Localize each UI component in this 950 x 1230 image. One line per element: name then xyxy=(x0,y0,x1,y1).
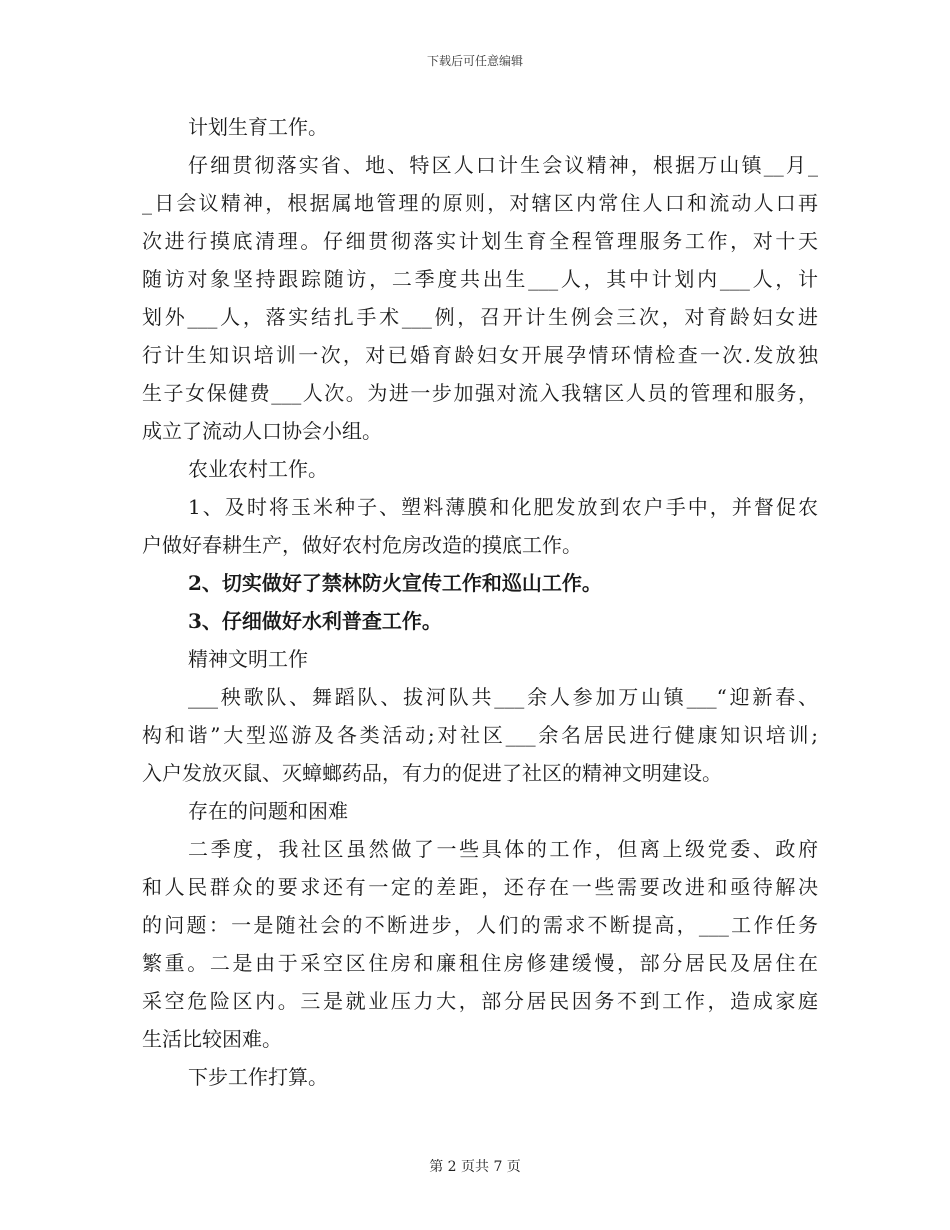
page-number: 第 2 页共 7 页 xyxy=(429,1159,521,1175)
paragraph-line: 仔细贯彻落实省、地、特区人口计生会议精神，根据万山镇__月_ xyxy=(188,153,818,177)
section-heading-civilization: 精神文明工作 xyxy=(188,647,308,671)
section-heading-problems: 存在的问题和困难 xyxy=(188,799,348,823)
paragraph-line: 划外___人，落实结扎手术___例，召开计生例会三次，对育龄妇女进 xyxy=(142,305,818,329)
paragraph-line: 生子女保健费___人次。为进一步加强对流入我辖区人员的管理和服务， xyxy=(142,381,818,405)
section-heading-agriculture: 农业农村工作。 xyxy=(188,457,328,481)
paragraph-line: 繁重。二是由于采空区住房和廉租住房修建缓慢，部分居民及居住在 xyxy=(142,951,818,975)
paragraph-line: ___秧歌队、舞蹈队、拔河队共___余人参加万山镇___“迎新春、 xyxy=(188,685,818,709)
paragraph-line: 行计生知识培训一次，对已婚育龄妇女开展孕情环情检查一次.发放独 xyxy=(142,343,818,367)
paragraph-line: 成立了流动人口协会小组。 xyxy=(142,419,382,443)
section-heading-next-steps: 下步工作打算。 xyxy=(188,1065,328,1089)
paragraph-line: 次进行摸底清理。仔细贯彻落实计划生育全程管理服务工作，对十天 xyxy=(142,229,818,253)
paragraph-line: 构和谐”大型巡游及各类活动;对社区___余名居民进行健康知识培训; xyxy=(142,723,818,747)
paragraph-line: 的问题：一是随社会的不断进步，人们的需求不断提高，___工作任务 xyxy=(142,913,818,937)
list-item-bold: 2、切实做好了禁林防火宣传工作和巡山工作。 xyxy=(188,571,602,595)
paragraph-line: 采空危险区内。三是就业压力大，部分居民因务不到工作，造成家庭 xyxy=(142,989,818,1013)
list-item-line: 户做好春耕生产，做好农村危房改造的摸底工作。 xyxy=(142,533,582,557)
paragraph-line: 和人民群众的要求还有一定的差距，还存在一些需要改进和亟待解决 xyxy=(142,875,818,899)
list-item-line: 1、及时将玉米种子、塑料薄膜和化肥发放到农户手中，并督促农 xyxy=(188,495,818,519)
paragraph-line: 二季度，我社区虽然做了一些具体的工作，但离上级党委、政府 xyxy=(188,837,818,861)
section-heading-family-planning: 计划生育工作。 xyxy=(188,115,328,139)
list-item-bold: 3、仔细做好水利普查工作。 xyxy=(188,609,442,633)
page-header: 下载后可任意编辑 xyxy=(426,54,523,68)
paragraph-line: 随访对象坚持跟踪随访，二季度共出生___人，其中计划内___人，计 xyxy=(142,267,818,291)
paragraph-line: _日会议精神，根据属地管理的原则，对辖区内常住人口和流动人口再 xyxy=(142,191,818,215)
document-body xyxy=(142,108,818,1096)
paragraph-line: 入户发放灭鼠、灭蟑螂药品，有力的促进了社区的精神文明建设。 xyxy=(142,761,722,785)
paragraph-line: 生活比较困难。 xyxy=(142,1027,282,1051)
